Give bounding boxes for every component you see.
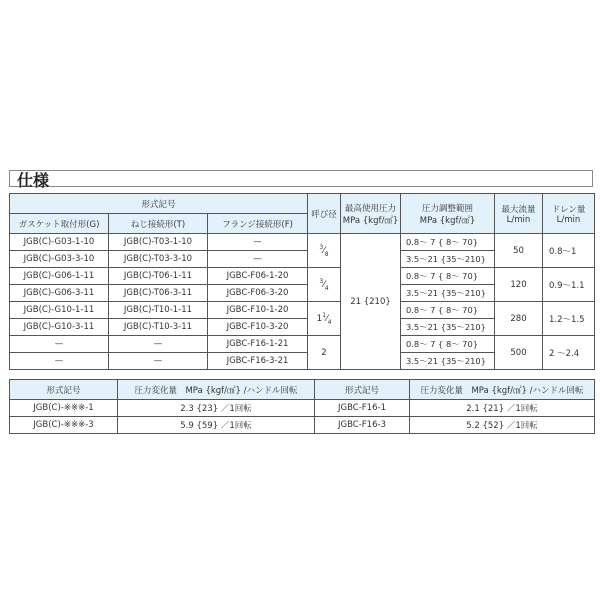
- nominal-denominator: 4: [324, 284, 329, 292]
- header-max-pressure: [341, 194, 401, 234]
- cell-thread: —: [109, 336, 208, 353]
- header-model-right: 形式記号: [315, 380, 410, 400]
- cell-flange: JGBC-F06-1-20: [208, 268, 308, 285]
- cell-right-model: JGBC-F16-1: [315, 400, 410, 417]
- cell-thread: JGB(C)-T10-3-11: [109, 319, 208, 336]
- header-max-flow-line2: L/min: [506, 214, 531, 225]
- cell-flange: JGBC-F16-1-21: [208, 336, 308, 353]
- cell-flange: JGBC-F16-3-21: [208, 353, 308, 370]
- cell-left-value: 2.3 {23} ／1回転: [118, 400, 315, 417]
- header-model-left: 形式記号: [10, 380, 118, 400]
- cell-gasket: —: [10, 353, 109, 370]
- cell-range: 0.8〜 7 { 8〜 70}: [401, 234, 495, 251]
- nominal-numerator: 3: [319, 243, 324, 251]
- header-drain-line2: L/min: [556, 214, 581, 225]
- header-model-group: 形式記号: [10, 194, 308, 214]
- header-change-left: 圧力変化量 MPa {kgf/㎠} /ハンドル回転: [118, 380, 315, 400]
- nominal-whole: 1: [316, 313, 323, 324]
- cell-nominal: $^3⁄_4$: [308, 268, 341, 302]
- header-max-flow-line1: 最大流量: [501, 204, 536, 215]
- cell-range: 0.8〜 7 { 8〜 70}: [401, 268, 495, 285]
- header-drain: [543, 194, 595, 234]
- cell-thread: JGB(C)-T10-1-11: [109, 302, 208, 319]
- cell-thread: —: [109, 353, 208, 370]
- cell-range: 3.5〜21 {35〜210}: [401, 353, 495, 370]
- table-row: [10, 302, 595, 319]
- cell-gasket: —: [10, 336, 109, 353]
- cell-range: 0.8〜 7 { 8〜 70}: [401, 302, 495, 319]
- cell-flange: JGBC-F06-3-20: [208, 285, 308, 302]
- table-row: [10, 336, 595, 353]
- cell-flange: —: [208, 234, 308, 251]
- header-adj-range: [401, 194, 495, 234]
- header-adj-range-line1: 圧力調整範囲: [421, 203, 473, 214]
- table-row: [10, 268, 595, 285]
- cell-nominal: 2: [308, 336, 341, 370]
- table-row: [10, 400, 595, 417]
- header-max-pressure-line2: MPa {kgf/㎠}: [342, 215, 399, 226]
- cell-max-flow: 120: [495, 268, 543, 302]
- header-drain-line1: ドレン量: [551, 204, 586, 215]
- cell-gasket: JGB(C)-G03-1-10: [10, 234, 109, 251]
- cell-flange: JGBC-F10-3-20: [208, 319, 308, 336]
- header-change-right: 圧力変化量 MPa {kgf/㎠} /ハンドル回転: [410, 380, 595, 400]
- nominal-denominator: 4: [327, 318, 332, 326]
- cell-drain: 1.2〜1.5: [543, 302, 595, 336]
- cell-left-model: JGB(C)-※※※-1: [10, 400, 118, 417]
- cell-max-flow: 280: [495, 302, 543, 336]
- header-gasket: ガスケット取付形(G): [10, 214, 109, 234]
- cell-right-model: JGBC-F16-3: [315, 417, 410, 434]
- cell-gasket: JGB(C)-G10-3-11: [10, 319, 109, 336]
- cell-drain: 2 〜2.4: [543, 336, 595, 370]
- cell-nominal: $^3⁄_8$: [308, 234, 341, 268]
- cell-max-pressure: 21 {210}: [341, 234, 401, 370]
- cell-max-flow: 50: [495, 234, 543, 268]
- cell-range: 3.5〜21 {35〜210}: [401, 285, 495, 302]
- header-flange: フランジ接続形(F): [208, 214, 308, 234]
- section-title-box: [9, 170, 593, 190]
- cell-thread: JGB(C)-T06-1-11: [109, 268, 208, 285]
- cell-range: 3.5〜21 {35〜210}: [401, 251, 495, 268]
- header-max-flow: [495, 194, 543, 234]
- cell-right-value: 5.2 {52} ／1回転: [410, 417, 595, 434]
- nominal-numerator: 3: [319, 277, 324, 285]
- header-nominal: 呼び径: [308, 194, 341, 234]
- cell-left-value: 5.9 {59} ／1回転: [118, 417, 315, 434]
- cell-drain: 0.9〜1.1: [543, 268, 595, 302]
- cell-thread: JGB(C)-T06-3-11: [109, 285, 208, 302]
- header-adj-range-line2: MPa {kgf/㎠}: [419, 215, 476, 226]
- cell-thread: JGB(C)-T03-3-10: [109, 251, 208, 268]
- cell-thread: JGB(C)-T03-1-10: [109, 234, 208, 251]
- cell-gasket: JGB(C)-G06-1-11: [10, 268, 109, 285]
- cell-range: 3.5〜21 {35〜210}: [401, 319, 495, 336]
- table-row: [10, 417, 595, 434]
- cell-flange: —: [208, 251, 308, 268]
- cell-gasket: JGB(C)-G10-1-11: [10, 302, 109, 319]
- pressure-change-table: [9, 379, 595, 434]
- cell-nominal: $1^1⁄_4$: [308, 302, 341, 336]
- cell-flange: JGBC-F10-1-20: [208, 302, 308, 319]
- header-thread: ねじ接続形(T): [109, 214, 208, 234]
- cell-gasket: JGB(C)-G03-3-10: [10, 251, 109, 268]
- cell-max-flow: 500: [495, 336, 543, 370]
- cell-right-value: 2.1 {21} ／1回転: [410, 400, 595, 417]
- cell-range: 0.8〜 7 { 8〜 70}: [401, 336, 495, 353]
- table-row: [10, 234, 595, 251]
- spec-table: [9, 193, 595, 370]
- cell-drain: 0.8〜1: [543, 234, 595, 268]
- section-title: 仕様: [17, 171, 50, 190]
- nominal-denominator: 8: [324, 250, 329, 258]
- header-max-pressure-line1: 最高使用圧力: [344, 203, 396, 214]
- cell-gasket: JGB(C)-G06-3-11: [10, 285, 109, 302]
- cell-left-model: JGB(C)-※※※-3: [10, 417, 118, 434]
